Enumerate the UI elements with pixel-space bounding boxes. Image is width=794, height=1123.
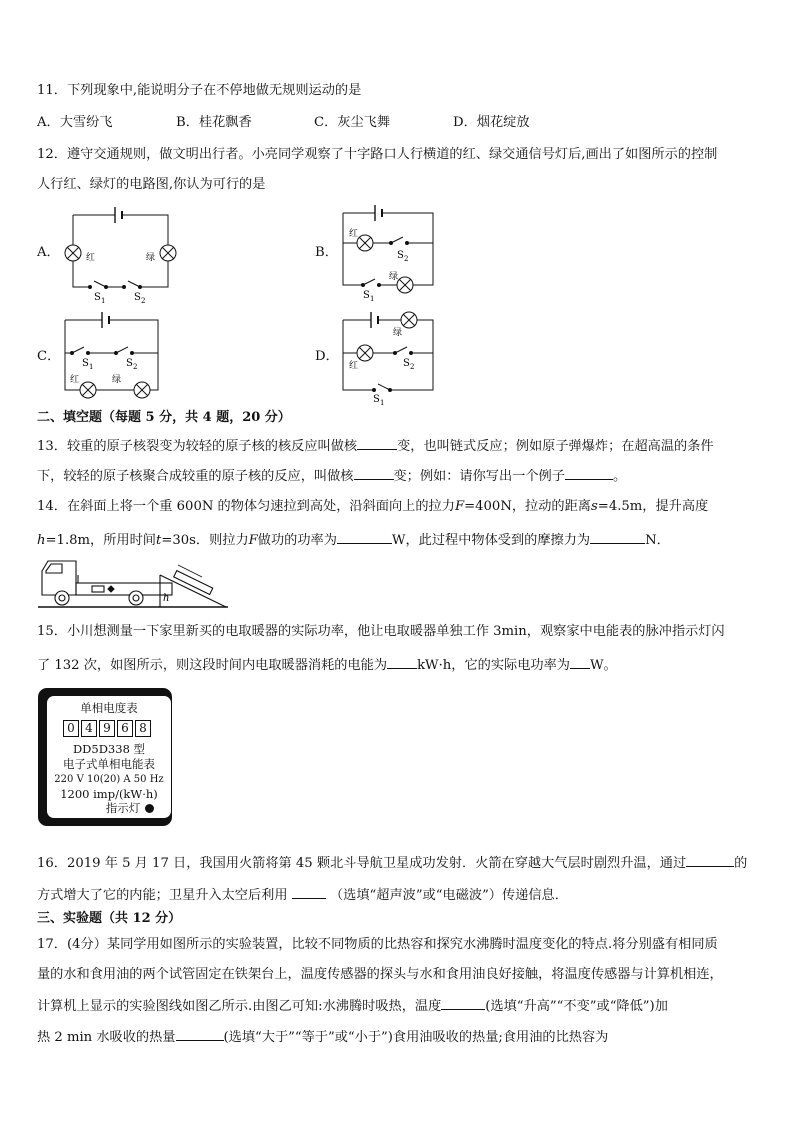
section-3-title: 三、实验题（共 12 分） [37,911,182,926]
q12-stem-line2: 人行红、绿灯的电路图,你认为可行的是 [37,177,266,192]
meter-indicator-label: 指示灯 [105,801,141,815]
circuit-c-diagram [60,310,165,405]
svg-text:1: 1 [101,297,106,305]
q14-line2: h=1.8m，所用时间t=30s．则拉力F做功的功率为 W，此过程中物体受到的摩擦力为 N． [37,530,670,550]
svg-text:2: 2 [133,363,138,371]
svg-text:2: 2 [404,255,409,263]
q15-blank-1[interactable] [387,655,417,669]
circuit-d-green-label: 绿 [393,328,403,338]
q17-blank-2[interactable] [176,1027,224,1041]
q12-option-b-label[interactable]: B． [315,245,338,260]
q11-stem: 11．下列现象中,能说明分子在不停地做无规则运动的是 [37,83,362,98]
q17-blank-1[interactable] [441,996,485,1010]
meter-digit: 8 [135,720,151,737]
q11-option-a[interactable]: A．大雪纷飞 [37,115,113,130]
q15-line1: 15．小川想测量一下家里新买的电取暖器的实际功率，他让电取暖器单独工作 3min，观察家中电能表的脉冲指示灯闪 [37,624,725,639]
q14-blank-1[interactable] [337,530,392,544]
q16-blank-2[interactable] [292,885,326,899]
q16-blank-1[interactable] [686,853,734,867]
circuit-b-diagram [335,203,445,301]
meter-digit: 0 [63,720,79,737]
q13-blank-2[interactable] [354,466,394,480]
svg-text:1: 1 [380,399,385,406]
svg-text:2: 2 [141,297,146,305]
q16-line2: 方式增大了它的内能；卫星升入太空后利用 （选填“超声波”或“电磁波”）传递信息． [37,885,568,905]
q16-line1: 16．2019 年 5 月 17 日，我国用火箭将第 45 颗北斗导航卫星成功发射．火箭在穿越大气层时剧烈升温，通过 的 [37,853,747,873]
svg-text:2: 2 [410,363,415,371]
meter-digits [63,720,151,737]
q12-option-d-label[interactable]: D． [315,349,339,364]
q13-line1: 13．较重的原子核裂变为较轻的原子核的核反应叫做核 变，也叫链式反应；例如原子弹爆炸；在超高温的条件 [37,436,714,456]
q17-line2: 量的水和食用油的两个试管固定在铁架台上，温度传感器的探头与水和食用油良好接触，将温度传感器与计算机相连， [37,967,723,982]
q17-line3: 计算机上显示的实验图线如图乙所示.由图乙可知:水沸腾时吸热，温度 (选填“升高”“不变”或“降低”)加 [37,996,668,1016]
q14-line1: 14．在斜面上将一个重 600N 的物体匀速拉到高处，沿斜面向上的拉力F=400N，拉动的距离s=4.5m，提升高度 [37,499,709,514]
circuit-d-red-label: 红 [349,361,359,371]
q13-line2: 下，较轻的原子核聚合成较重的原子核的反应，叫做核 变；例如：请你写出一个例子 。 [37,466,626,486]
meter-constant: 1200 imp/(kW·h) [60,787,158,801]
q11-option-b[interactable]: B．桂花飘香 [176,115,252,130]
section-2-title: 二、填空题（每题 5 分，共 4 题，20 分） [37,410,291,425]
svg-text:1: 1 [370,295,375,301]
circuit-b-green-label: 绿 [389,272,399,282]
q11-option-c[interactable]: C．灰尘飞舞 [314,115,391,130]
q17-line4: 热 2 min 水吸收的热量 (选填“大于”“等于”或“小于”)食用油吸收的热量;食用油的比热容为 [37,1027,608,1047]
svg-text:1: 1 [89,363,94,371]
q13-blank-1[interactable] [357,436,397,450]
q14-blank-2[interactable] [590,530,645,544]
q17-line1: 17．(4分）某同学用如图所示的实验装置，比较不同物质的比热容和探究水沸腾时温度变化的特点.将分别盛有相同质 [37,937,718,952]
q15-line2: 了 132 次，如图所示，则这段时间内电取暖器消耗的电能为 kW·h，它的实际电功率为 W。 [37,655,617,675]
meter-title: 单相电度表 [80,701,138,715]
q15-blank-2[interactable] [570,655,590,669]
circuit-a-green-label: 绿 [146,253,156,263]
meter-rating: 220 V 10(20) A 50 Hz [54,774,164,785]
circuit-c-green-label: 绿 [112,375,122,385]
circuit-a-s2: S [134,292,141,303]
meter-digit: 6 [117,720,133,737]
q12-option-a-label[interactable]: A． [37,245,60,260]
ramp-height-label: h [163,593,170,604]
truck-ramp-figure [38,553,230,613]
circuit-a-s1: S [94,292,101,303]
circuit-b-red-label: 红 [349,229,359,239]
circuit-c-s1: S [82,358,89,369]
q13-blank-3[interactable] [565,466,613,480]
meter-digit: 4 [81,720,97,737]
q11-option-d[interactable]: D．烟花绽放 [453,115,530,130]
circuit-c-s2: S [126,358,133,369]
circuit-d-s1: S [373,394,380,405]
meter-name: 电子式单相电能表 [63,757,155,771]
circuit-d-diagram [335,308,445,406]
circuit-c-red-label: 红 [70,375,80,385]
circuit-d-s2: S [403,358,410,369]
circuit-a-red-label: 红 [86,253,96,263]
q12-stem-line1: 12．遵守交通规则，做文明出行者。小亮同学观察了十字路口人行横道的红、绿交通信号灯后,画出了如图所示的控制 [37,147,718,162]
meter-indicator-light [145,804,154,813]
meter-model: DD5D338 型 [72,742,146,756]
circuit-a-diagram [60,205,185,305]
circuit-b-s2: S [397,250,404,261]
meter-digit: 9 [99,720,115,737]
circuit-b-s1: S [363,290,370,301]
q12-option-c-label[interactable]: C． [37,349,61,364]
